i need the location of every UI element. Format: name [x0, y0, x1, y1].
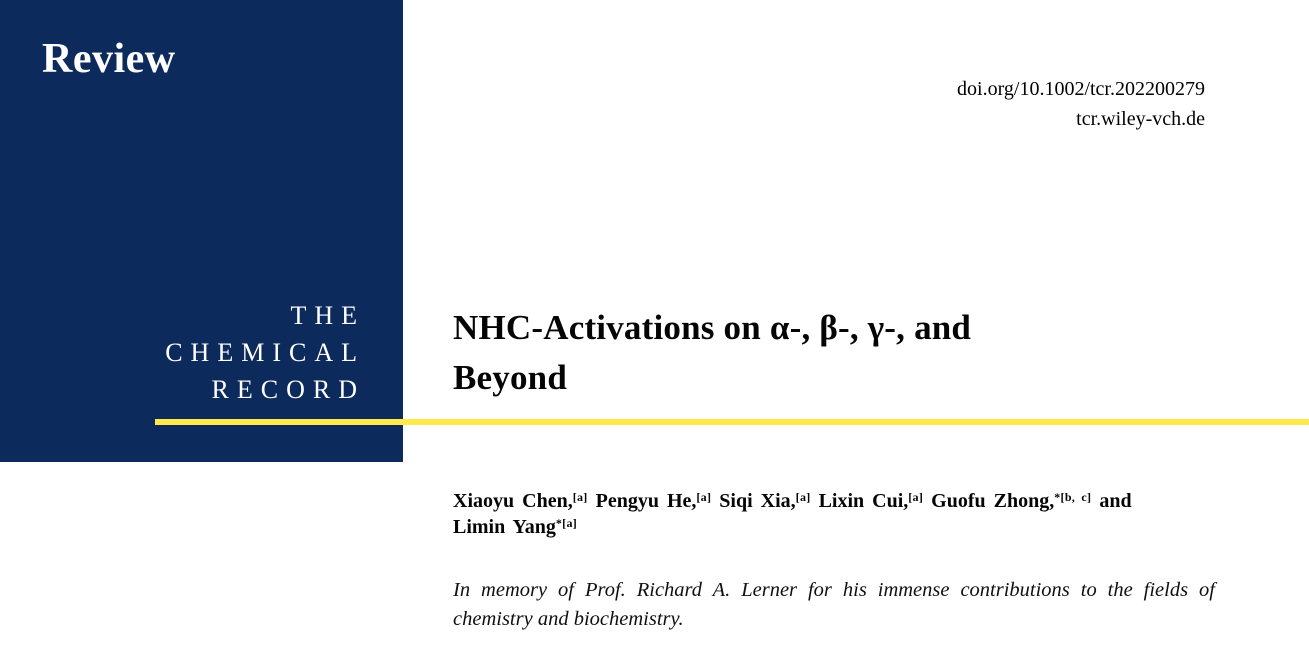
dedication-line2: chemistry and biochemistry.	[453, 608, 684, 630]
author-affiliation-mark: [a]	[572, 490, 588, 504]
site-link[interactable]: tcr.wiley-vch.de	[1076, 108, 1205, 130]
author: Siqi Xia,[a]	[711, 490, 811, 512]
article-title	[453, 303, 971, 403]
journal-name-line-record: RECORD	[211, 375, 365, 404]
author-list	[453, 488, 1132, 540]
doi-block	[957, 74, 1205, 134]
doi-link[interactable]: doi.org/10.1002/tcr.202200279	[957, 78, 1205, 100]
journal-name-line-the: THE	[290, 301, 365, 330]
author-conjunction: and	[1091, 490, 1132, 512]
author: Lixin Cui,[a]	[810, 490, 924, 512]
dedication-line1: In memory of Prof. Richard A. Lerner for his immense contributions to the fields of	[453, 579, 1215, 601]
accent-rule	[155, 419, 1309, 425]
author-list-line1	[453, 488, 1132, 514]
author: Pengyu He,[a]	[587, 490, 712, 512]
author-affiliation-mark: [a]	[696, 490, 712, 504]
author: Limin Yang$^{*[a]}$	[453, 516, 578, 538]
article-title-line1: NHC-Activations on α-, β-, γ-, and	[453, 308, 972, 347]
article-type-label: Review	[42, 36, 176, 82]
dedication-text	[453, 576, 1215, 634]
author-list-line2	[453, 514, 1132, 540]
journal-name	[0, 297, 365, 408]
author: Guofu Zhong,$^{*[b, c]}$	[923, 490, 1092, 512]
author-affiliation-mark: *[b, c]	[1054, 490, 1092, 504]
author-affiliation-mark: [a]	[795, 490, 811, 504]
article-title-line2: Beyond	[453, 358, 568, 397]
author-affiliation-mark: *[a]	[555, 516, 578, 530]
journal-name-line-chemical: CHEMICAL	[165, 338, 365, 367]
author: Xiaoyu Chen,[a]	[453, 490, 588, 512]
author-affiliation-mark: [a]	[908, 490, 924, 504]
